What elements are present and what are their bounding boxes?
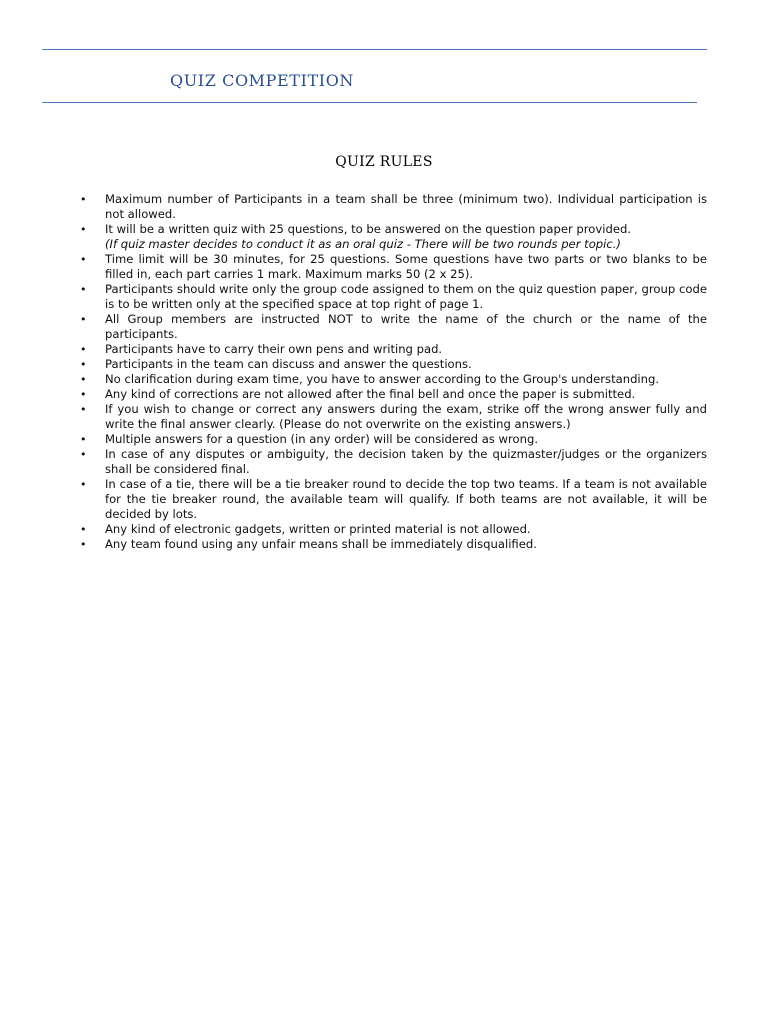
header-rule-top — [42, 49, 707, 50]
bullet-icon: • — [80, 223, 87, 236]
rule-item — [79, 357, 707, 372]
bullet-icon: • — [80, 388, 87, 401]
rule-item — [79, 252, 707, 282]
rule-text: Multiple answers for a question (in any order) will be considered as wrong. — [105, 432, 539, 446]
bullet-icon: • — [80, 433, 87, 446]
bullet-icon: • — [80, 313, 87, 326]
rule-text: Participants should write only the group code assigned to them on the quiz question paper, group code is to be written only at the specified space at top right of page 1. — [105, 282, 707, 311]
rule-item — [79, 372, 707, 387]
rule-text: In case of a tie, there will be a tie breaker round to decide the top two teams. If a team is not available for the tie breaker round, the available team will qualify. If both teams are not available, it will be decided by lots. — [105, 477, 707, 521]
rule-text: Participants in the team can discuss and answer the questions. — [105, 357, 472, 371]
rule-text: All Group members are instructed NOT to write the name of the church or the name of the participants. — [105, 312, 707, 341]
rule-text: Participants have to carry their own pens and writing pad. — [105, 342, 443, 356]
rule-item — [79, 342, 707, 357]
rule-text: Any kind of electronic gadgets, written or printed material is not allowed. — [105, 522, 531, 536]
rule-item — [79, 432, 707, 447]
bullet-icon: • — [80, 343, 87, 356]
rule-item — [79, 312, 707, 342]
bullet-icon: • — [80, 358, 87, 371]
rule-item — [79, 447, 707, 477]
rule-item — [79, 192, 707, 222]
rule-item — [79, 537, 707, 552]
section-heading: QUIZ RULES — [335, 154, 433, 170]
rule-item — [79, 282, 707, 312]
header-rule-bottom — [42, 102, 697, 103]
bullet-icon: • — [80, 253, 87, 266]
bullet-icon: • — [80, 403, 87, 416]
rules-list — [79, 192, 707, 552]
rule-item — [79, 222, 707, 252]
rule-item — [79, 387, 707, 402]
bullet-icon: • — [80, 373, 87, 386]
bullet-icon: • — [80, 283, 87, 296]
rule-text: Maximum number of Participants in a team shall be three (minimum two). Individual participation is not allowed. — [105, 192, 707, 221]
rule-text: If you wish to change or correct any answers during the exam, strike off the wrong answer fully and write the final answer clearly. (Please do not overwrite on the existing answers.) — [105, 402, 707, 431]
rule-text: Any team found using any unfair means shall be immediately disqualified. — [105, 537, 537, 551]
rule-item — [79, 477, 707, 522]
bullet-icon: • — [80, 478, 87, 491]
document-title: QUIZ COMPETITION — [170, 71, 355, 90]
rule-text: No clarification during exam time, you have to answer according to the Group's understanding. — [105, 372, 660, 386]
bullet-icon: • — [80, 448, 87, 461]
rule-item — [79, 402, 707, 432]
bullet-icon: • — [80, 523, 87, 536]
rule-text: Time limit will be 30 minutes, for 25 questions. Some questions have two parts or two blanks to be filled in, each part carries 1 mark. Maximum marks 50 (2 x 25). — [105, 252, 707, 281]
rule-note: (If quiz master decides to conduct it as an oral quiz - There will be two rounds per topic.) — [105, 237, 621, 251]
rule-text: In case of any disputes or ambiguity, the decision taken by the quizmaster/judges or the organizers shall be considered final. — [105, 447, 707, 476]
rule-item — [79, 522, 707, 537]
rule-text: Any kind of corrections are not allowed after the final bell and once the paper is submitted. — [105, 387, 636, 401]
rule-text: It will be a written quiz with 25 questions, to be answered on the question paper provided. — [105, 222, 631, 236]
bullet-icon: • — [80, 538, 87, 551]
bullet-icon: • — [80, 193, 87, 206]
